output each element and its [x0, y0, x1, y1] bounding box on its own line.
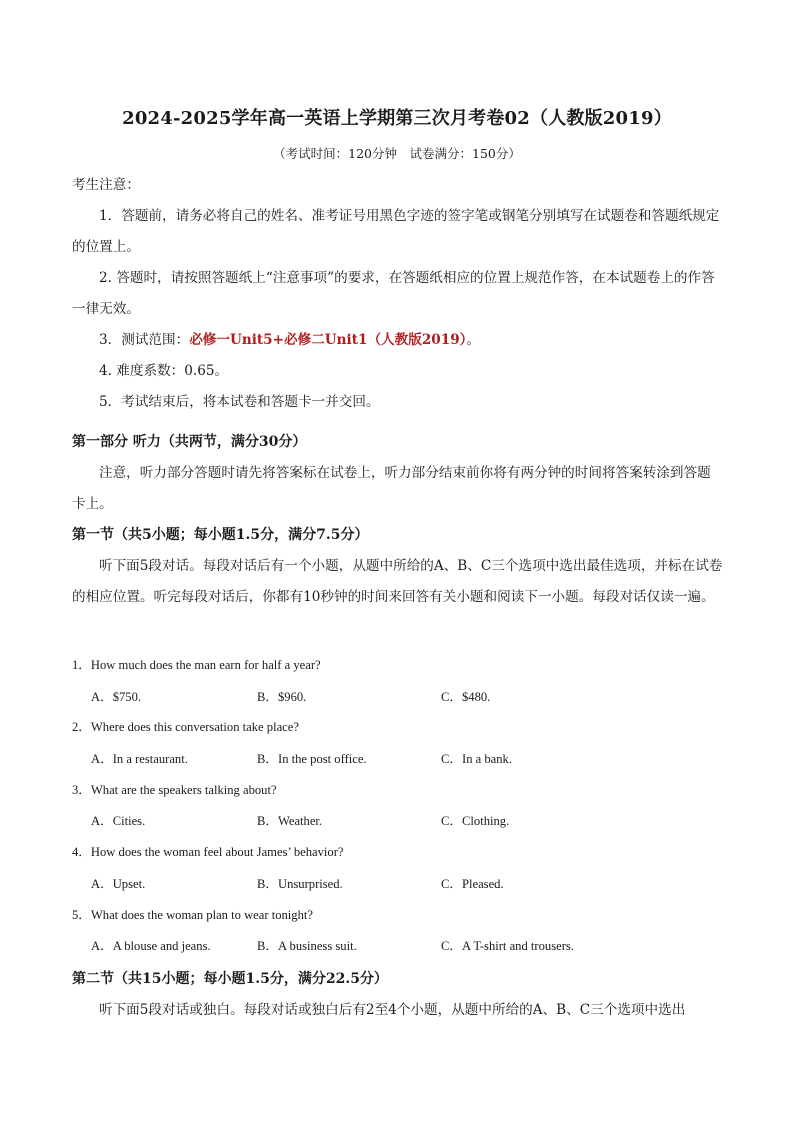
- question-2-option-a: A．In a restaurant.: [91, 752, 188, 766]
- part-1-instructions: 听下面5段对话。每段对话后有一个小题，从题中所给的A、B、C三个选项中选出最佳选项，并标在试卷的相应位置。听完每段对话后，你都有10秒钟的时间来回答有关小题和阅读下一小题。每段对话仅读一遍。: [72, 558, 723, 605]
- question-5: 5．What does the woman plan to wear tonight?: [72, 908, 313, 922]
- part-1-title: 第一节（共5小题；每小题1.5分，满分7.5分）: [72, 527, 369, 543]
- question-3: 3．What are the speakers talking about?: [72, 783, 277, 797]
- question-3-option-a: A．Cities.: [91, 814, 146, 828]
- question-2: 2．Where does this conversation take place?: [72, 720, 299, 734]
- question-1-option-a: A．$750.: [91, 690, 142, 704]
- question-1-option-b: B．$960.: [257, 690, 307, 704]
- test-range: 必修一Unit5+必修二Unit1（人教版2019）: [189, 332, 467, 348]
- question-4: 4．How does the woman feel about James’ behavior?: [72, 845, 344, 859]
- question-4-option-b: B．Unsurprised.: [257, 877, 343, 891]
- notice-item-5: 5．考试结束后，将本试卷和答题卡一并交回。: [99, 394, 380, 410]
- notice-item-4: 4. 难度系数：0.65。: [99, 363, 229, 379]
- question-4-option-c: C．Pleased.: [441, 877, 504, 891]
- section-1-title: 第一部分 听力（共两节，满分30分）: [72, 434, 307, 450]
- section-1-note: 注意，听力部分答题时请先将答案标在试卷上，听力部分结束前你将有两分钟的时间将答案转涂到答题卡上。: [72, 465, 711, 512]
- question-1-option-c: C．$480.: [441, 690, 491, 704]
- question-2-option-b: B．In the post office.: [257, 752, 367, 766]
- notice-item-2: 2. 答题时，请按照答题纸上“注意事项”的要求，在答题纸相应的位置上规范作答，在本试题卷上的作答一律无效。: [72, 270, 715, 317]
- exam-info: （考试时间：120分钟 试卷满分：150分）: [273, 146, 521, 161]
- part-2-title: 第二节（共15小题；每小题1.5分，满分22.5分）: [72, 971, 388, 987]
- question-1: 1．How much does the man earn for half a year?: [72, 658, 321, 672]
- notice-item-3-prefix: 3．测试范围：: [99, 332, 190, 348]
- question-5-option-c: C．A T-shirt and trousers.: [441, 939, 574, 953]
- notice-heading: 考生注意：: [72, 177, 140, 193]
- notice-item-1: 1．答题前，请务必将自己的姓名、准考证号用黑色字迹的签字笔或钢笔分别填写在试题卷和答题纸规定的位置上。: [72, 208, 720, 255]
- notice-item-3-suffix: 。: [466, 332, 481, 348]
- question-5-option-a: A．A blouse and jeans.: [91, 939, 211, 953]
- question-3-option-c: C．Clothing.: [441, 814, 510, 828]
- question-2-option-c: C．In a bank.: [441, 752, 512, 766]
- question-3-option-b: B．Weather.: [257, 814, 323, 828]
- notice-item-3: [72, 325, 724, 356]
- question-5-option-b: B．A business suit.: [257, 939, 357, 953]
- page-title: 2024-2025学年高一英语上学期第三次月考卷02（人教版2019）: [122, 108, 672, 129]
- question-4-option-a: A．Upset.: [91, 877, 146, 891]
- part-2-instructions: 听下面5段对话或独白。每段对话或独白后有2至4个小题，从题中所给的A、B、C三个选项中选出: [99, 1002, 686, 1018]
